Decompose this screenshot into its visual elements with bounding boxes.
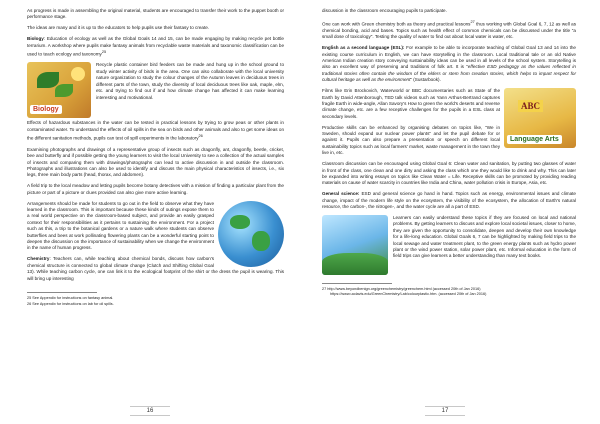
footnote: https://www.ucdavis.edu/GreenChemistry/Lab/colourplastic.htm. (accessed 20th of Jan 2016) [330, 292, 487, 297]
general-science-paragraph: General science: ESD and general science go hand in hand. Topics such as energy, environmental issues and climate change, impact of the modern life style on the ecosystem, the visibility of the ecosystem, the allocation of Earth's natural resource, the carbon-, the nitrogen-, and the water cycle are all a part of ESD. [322, 191, 576, 210]
biology-heading: Biology [27, 36, 44, 42]
general-science-heading: General science: [322, 191, 360, 197]
footnote-divider [27, 292, 97, 293]
right-page [300, 0, 600, 424]
footnote: 26 See Appendix for instructions on lab for oil spills. [27, 301, 114, 306]
paragraph: Productive skills can be enhanced by organising debates on topics like, "We in Sweden, should expand our nuclear power plants" and let the pupil debate for or against it. Pupils can also prepare a presentation or speech on different local sustainability topics such as local farmers' market, waste management in the town they live in, etc. [322, 124, 500, 156]
illustration-label: Biology [30, 105, 62, 114]
esl-heading: English as a second language (ESL): [322, 45, 405, 51]
paragraph: The ideas are many and it is up to the educators to help pupils use their fantasy to create. [27, 25, 210, 31]
esl-paragraph: English as a second language (ESL): For example to be able to incorporate teaching of Global Goal 13 and 14 into the existing course curriculum in English, we can have storytelling in the classroom. Local traditional tale or an old Native American Indian creation story conveying sustainability ideas can be used in all levels of the school system. Storytelling is also an excellent way of preserving and traditions of folk art. It is "effective ESD pedagogy as the values reflected in traditional stories often contain the wisdom of the elders or stem from creation stories, which helps to impart respect for cultural heritage as well as the environment" (Sustarbook). [322, 45, 576, 83]
science-illustration [322, 215, 388, 275]
footnote-ref: 27 [470, 19, 475, 24]
paragraph: Examining photographs and drawings of a representative group of insects such as dragonfly, ant, dragonfly, beetle, cricket, bee and butterfly and if possible getting the young learners to visit the local University to see a collection of the actual samples of insects and comparing them with drawings/photographs can lead to active discussion in and outside the classroom. Photographs and illustrations can also be used to identify and discuss the main physical characteristics of insects, i.e., six legs, three main body parts (head, thorax, and abdomen). [27, 146, 284, 178]
paragraph: As progress is made in assembling the original material, students are encouraged to transfer their work to the puppet booth or performance stage. [27, 8, 284, 20]
footnote: 25 See Appendix for instructions on fantasy animal. [27, 296, 114, 301]
paragraph: Effects of hazardous substances in the water can be tested in practical lessons by trying to grow peas or other plants in contaminated water. To understand the effects of oil spills in the sea on birds and other animals and also to get some ideas on the different sanitation methods, pupils can test oil spill experiments in the laboratory$^{26}$ [27, 120, 284, 141]
earth-illustration [218, 201, 284, 267]
paragraph: One can work with Green chemistry both as theory and practical lessons$^{27}$ thus working with Global Goal 6, 7, 12 as well as chemical bonding, acid and bases. Topics such as health effect of common chemicals can be discussed under the title "a small dose of toxicology". Testing the quality of water to find out about local water is water, etc. [322, 19, 576, 40]
paragraph: Learners can easily understand these topics if they are focused on local and national problems. By getting learners to discuss and explore local societal issues, closer to home, they are given the opportunity to consolidate, deepen and develop their own knowledge for a life-long education. Global Goals 6, 7 can be highlighted by making field trips to the local sewage and water treatment plant, to the green energy plants such as hydro power plant or the wind power station, solar power plant, etc. Informal education in the form of field trips can give learners a better understanding than many text books. [393, 215, 576, 259]
sun-icon [71, 67, 85, 81]
biology-paragraph: Biology: Education of ecology as well as the Global Goals 14 and 15, can be made engaging by making recycle pet bottle terrarium. A workshop where pupils make fantasy animals from recyclable waste materials and taxonomic classification can be used to teach ecology and taxonomy$^{25}$ [27, 36, 284, 57]
page-number: 17 [425, 406, 465, 416]
footnote-ref: 25 [101, 50, 107, 55]
paragraph: Arrangements should be made for students to go out in the field to observe what they have learned in the classroom. This is important because these kinds of outings expose them to a real world perspective on the classroom-based subject, and provide an easily grasped context for their responsibilities as it pertains to sustaining the environment. For a project such as this, a trip to the botanical gardens or a nature walk where students can observe butterflies and bees at work pollinating flowering plants can be a wonderful starting point to deepen the discussion on the importance of sustainability when we change the environment in the name of human progress. [27, 200, 214, 251]
paragraph: Films like Erin Brockovich, Waterworld or BBC documentaries such as State of the Earth by David Attenborough, TED talk videos such as Yann Arthus-Bertrand captures fragile Earth in wide-angle, Allan Savory's How to green the world's deserts and reverse climate change, etc. are a few receptive challenges for the pupils in a ESL class at secondary levels. [322, 88, 500, 119]
wave [322, 253, 388, 275]
paragraph: Classroom discussion can be encouraged using Global Goal 6: Clean water and sanitation, by putting two glasses of water in front of the class, one clean and one dirty and asking the class which one they would like to drink and why. This can later be expanded into writing essays on topics like Clean Water = Life. Receptive skills can be promoted by providing reading materials on cause of water scarcity in countries like India and China, water pollution crisis in Europe, Asia, etc. [322, 161, 576, 186]
paragraph: discussion in the classroom encouraging pupils to participate. [322, 8, 447, 13]
chemistry-paragraph: Chemistry: Teachers can, while teaching about chemical bonds, discuss how carbon's chemical structure is connected to global climate change (Clutch and Shifting Global Goal 13). While teaching carbon cycle, one can link it to the ecological footprint of the shirt or the dress the pupil is wearing. This will bring up interesting [27, 256, 284, 281]
footnote: 27 http://www.beyondbenign.org/greenchemistry/greenchem.html (accessed 20th of Jan 2016) [322, 287, 481, 291]
footnote-divider [322, 283, 392, 284]
footnote-ref: 26 [198, 134, 203, 139]
paragraph: Recycle plastic container bird feeders can be made and hung up in the school ground to study winter activity of birds in the area. One can also collaborate with the local university nature organization to study the colour changes of the Autumn leaves in deciduous trees in different parts of the town, study the diversity of local deciduous trees like oak, maple, elm, etc. and trying to find out if and how climate change has affected it can make learning interesting and motivational. [96, 62, 284, 100]
biology-illustration [27, 62, 91, 118]
land [230, 215, 250, 229]
paragraph: A field trip to the local meadow and letting pupils become botany detectives with a mission of finding a particular plant from the picture or part of a picture or clues provided can also give more active learning. [27, 183, 284, 195]
illustration-label: Language Arts [507, 135, 562, 144]
page-number: 16 [130, 406, 170, 416]
land [252, 231, 270, 251]
sign-icon: ABC [518, 100, 543, 112]
chemistry-heading: Chemistry [27, 256, 50, 262]
leaf-icon [55, 84, 73, 97]
language-arts-illustration [504, 88, 576, 148]
